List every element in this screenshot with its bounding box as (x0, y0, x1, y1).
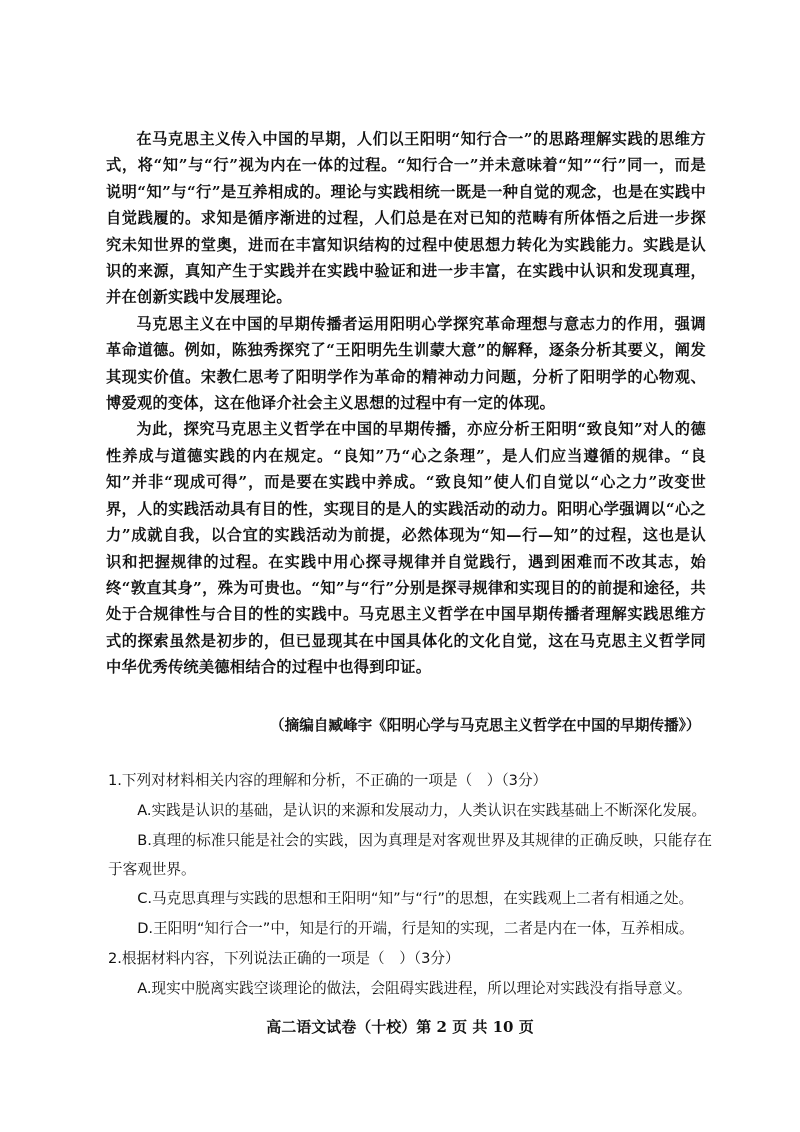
question-2 (108, 944, 712, 1004)
question-stem: 1.下列对材料相关内容的理解和分析，不正确的一项是（ ）（3分） (108, 772, 548, 789)
passage-source: （摘编自臧峰宇《阳明心学与马克思主义哲学在中国的早期传播》） (270, 717, 701, 734)
question-option: C.马克思真理与实践的思想和王阳明“知”与“行”的思想，在实践观上二者有相通之处。 (137, 890, 694, 907)
page-footer: 高二语文试卷（十校）第 2 页 共 10 页 (266, 1018, 534, 1036)
passage-paragraph-3: 为此，探究马克思主义哲学在中国的早期传播，亦应分析王阳明“致良知”对人的德性养成与道德实践的内在规定。“良知”乃“心之条理”，是人们应当遵循的规律。“良知”并非“现成可得”，而是要在实践中养成。“致良知”使人们自觉以“心之力”改变世界，人的实践活动具有目的性，实现目的是人的实践活动的动力。阳明心学强调以“心之力”成就自我，以合宜的实践活动为前提，必然体现为“知—行—知”的过程，这也是认识和把握规律的过程。在实践中用心探寻规律并自觉践行，遇到困难而不改其志，始终“敦直其身”，殊为可贵也。“知”与“行”分别是探寻规律和实现目的的前提和途径，共处于合规律性与合目的性的实践中。马克思主义哲学在中国早期传播者理解实践思维方式的探索虽然是初步的，但已显现其在中国具体化的文化自觉，这在马克思主义哲学同中华优秀传统美德相结合的过程中也得到印证。 (106, 420, 706, 677)
reading-passage (106, 126, 706, 681)
question-stem: 2.根据材料内容，下列说法正确的一项是（ ）（3分） (108, 950, 460, 967)
passage-paragraph-2: 马克思主义在中国的早期传播者运用阳明心学探究革命理想与意志力的作用，强调革命道德。例如，陈独秀探究了“王阳明先生训蒙大意”的解释，逐条分析其要义，阐发其现实价值。宋教仁思考了阳明学作为革命的精神动力问题，分析了阳明学的心物观、博爱观的变体，这在他译介社会主义思想的过程中有一定的体现。 (106, 314, 706, 413)
question-option: B.真理的标准只能是社会的实践，因为真理是对客观世界及其规律的正确反映，只能存在于客观世界。 (108, 832, 712, 878)
passage-paragraph-1: 在马克思主义传入中国的早期，人们以王阳明“知行合一”的思路理解实践的思维方式，将“知”与“行”视为内在一体的过程。“知行合一”并未意味着“知”“行”同一，而是说明“知”与“行”是互养相成的。理论与实践相统一既是一种自觉的观念，也是在实践中自觉践履的。求知是循序渐进的过程，人们总是在对已知的范畴有所体悟之后进一步探究未知世界的堂奥，进而在丰富知识结构的过程中使思想力转化为实践能力。实践是认识的来源，真知产生于实践并在实践中验证和进一步丰富，在实践中认识和发现真理，并在创新实践中发展理论。 (106, 130, 706, 307)
question-section (108, 766, 712, 1004)
question-option: D.王阳明“知行合一”中，知是行的开端，行是知的实现，二者是内在一体，互养相成。 (137, 920, 694, 937)
question-option: A.现实中脱离实践空谈理论的做法，会阻碍实践进程，所以理论对实践没有指导意义。 (137, 980, 692, 997)
question-1 (108, 766, 712, 944)
question-option: A.实践是认识的基础，是认识的来源和发展动力，人类认识在实践基础上不断深化发展。 (137, 802, 707, 819)
